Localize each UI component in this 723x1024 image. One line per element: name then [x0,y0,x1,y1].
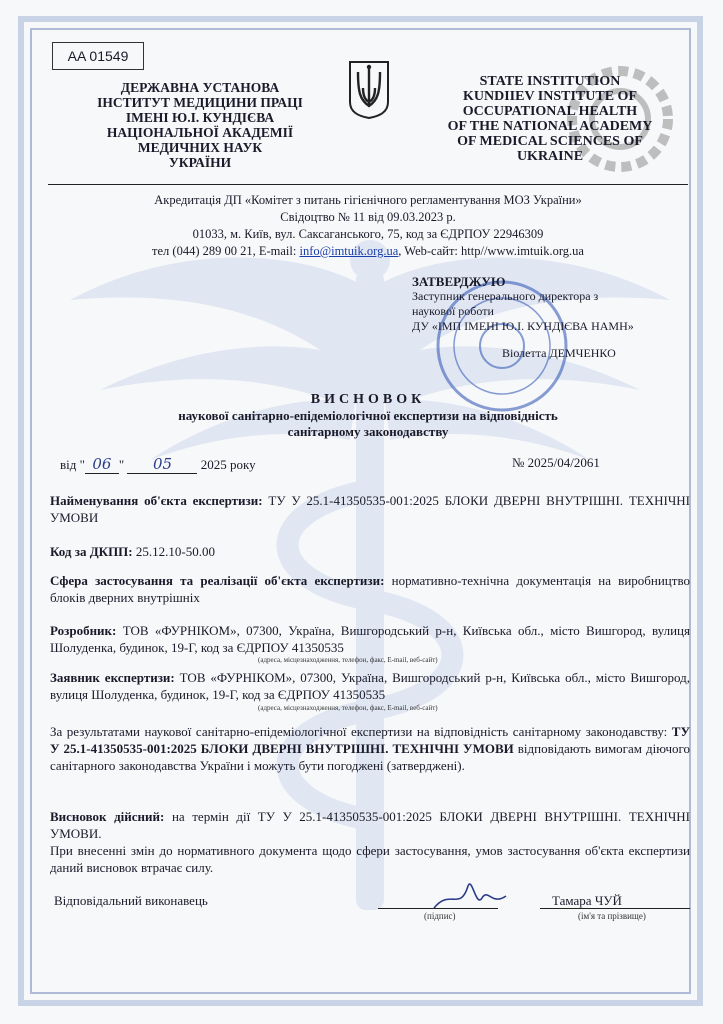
header-left-line: НАЦІОНАЛЬНОЇ АКАДЕМІЇ [106,125,294,140]
field-value: ТУ У 25.1-41350535-001:2025 БЛОКИ ДВЕРНІ ВНУТРІШНІ. ТЕХНІЧНІ УМОВИ [50,493,690,525]
document-number: № 2025/04/2061 [512,455,600,470]
signature-role: Відповідальний виконавець [54,893,208,908]
accreditation-block [48,192,688,260]
validity-label: Висновок дійсний: [50,809,165,824]
date-quote: " [118,457,125,472]
signature-line [378,908,498,909]
validity-paragraph [50,808,690,842]
applicant-note: (адреса, місцезнаходження, телефон, факс, E-mail, веб-сайт) [258,704,438,712]
conclusion-text: За результатами наукової санітарно-епідеміологічної експертизи на відповідність санітарному законодавству: [50,724,672,739]
title-sub: наукової санітарно-епідеміологічної експертизи на відповідність [178,408,558,423]
conclusion-paragraph [50,723,690,774]
signature-caption: (підпис) [424,911,456,921]
header-right-line: OCCUPATIONAL HEALTH [462,104,638,119]
contacts-line [48,243,688,260]
approval-block [412,274,692,361]
date-month: 05 [127,455,197,474]
note-paragraph: При внесенні змін до нормативного документа щодо сфери застосування, умов застосування об'єкта експертизи даний висновок втрачає силу. [50,843,690,875]
header-right-english [420,74,680,164]
accreditation-line: Акредитація ДП «Комітет з питань гігієнічного регламентування МОЗ України» [154,193,582,207]
developer-note: (адреса, місцезнаходження, телефон, факс, E-mail, веб-сайт) [258,656,438,664]
conclusion-object: ТУ У 25.1-41350535-001:2025 БЛОКИ ДВЕРНІ ВНУТРІШНІ. ТЕХНІЧНІ УМОВИ [50,724,690,756]
date-prefix: від " [60,457,85,472]
field-label: Розробник: [50,623,117,638]
code-field [50,543,690,560]
certificate-line: Свідоцтво № 11 від 09.03.2023 р. [280,210,456,224]
header-right-line: STATE INSTITUTION [479,74,621,89]
date-year: 2025 року [200,457,256,472]
header-left-line: ДЕРЖАВНА УСТАНОВА [120,80,280,95]
field-value: нормативно-технічна документація на виробництво блоків дверних внутрішніх [50,573,690,605]
website-text: , Web-сайт: http//www.imtuik.org.ua [398,244,584,258]
issue-date [60,455,256,474]
name-caption: (ім'я та прізвище) [578,911,646,921]
scope-field [50,572,690,606]
object-field [50,492,690,526]
header-left-line: МЕДИЧНИХ НАУК [137,140,263,155]
header-left-line: ІНСТИТУТ МЕДИЦИНИ ПРАЦІ [97,95,303,110]
serial-number: AA 01549 [52,42,144,70]
field-label: Код за ДКПП: [50,544,133,559]
applicant-field [50,669,690,703]
executor-name: Тамара ЧУЙ [552,893,622,908]
field-label: Сфера застосування та реалізації об'єкта експертизи: [50,573,385,588]
name-line [540,908,690,909]
header-right-line: UKRAINE [516,149,584,164]
approval-title: ЗАТВЕРДЖУЮ [412,274,506,289]
validity-value: на термін дії ТУ У 25.1-41350535-001:2025 БЛОКИ ДВЕРНІ ВНУТРІШНІ. ТЕХНІЧНІ УМОВИ. [50,809,690,841]
header-left-line: УКРАЇНИ [168,155,232,170]
header-right-line: OF THE NATIONAL ACADEMY [447,119,653,134]
approver-name: Віолетта ДЕМЧЕНКО [502,346,616,360]
field-value: ТОВ «ФУРНІКОМ», 07300, Україна, Вишгородський р-н, Київська обл., місто Вишгород, вулиця Шолуденка, будинок, 19-Г, код за ЄДРПОУ 41350535 [50,623,690,655]
field-value: 25.12.10-50.00 [132,544,215,559]
conclusion-text: відповідають вимогам діючого санітарного законодавства України і можуть бути погоджені (затверджені). [50,741,690,773]
developer-field [50,622,690,656]
header-left-ukrainian [70,80,330,170]
title-sub: санітарному законодавству [287,424,449,439]
field-label: Заявник експертизи: [50,670,175,685]
approval-organization: ДУ «ІМП ІМЕНІ Ю.І. КУНДІЄВА НАМН» [412,319,634,333]
trident-icon [346,58,392,120]
document-title [48,392,688,440]
title-main: ВИСНОВОК [310,392,426,407]
approval-position: Заступник генерального директора з [412,289,599,303]
header-right-line: OF MEDICAL SCIENCES OF [457,134,643,149]
field-value: ТОВ «ФУРНІКОМ», 07300, Україна, Вишгородський р-н, Київська обл., місто Вишгород, вулиця Шолуденка, будинок, 19-Г, код за ЄДРПОУ 41350535 [50,670,690,702]
address-line: 01033, м. Київ, вул. Саксаганського, 75, код за ЄДРПОУ 22946309 [192,227,544,241]
email-link[interactable]: info@imtuik.org.ua [299,244,399,258]
approval-position: наукової роботи [412,304,494,318]
header-left-line: ІМЕНІ Ю.І. КУНДІЄВА [125,110,275,125]
phone-text: тел (044) 289 00 21, E-mail: [152,244,300,258]
field-label: Найменування об'єкта експертизи: [50,493,263,508]
header-divider [48,184,688,185]
header-right-line: KUNDIIEV INSTITUTE OF [462,89,637,104]
date-day: 06 [85,455,119,474]
